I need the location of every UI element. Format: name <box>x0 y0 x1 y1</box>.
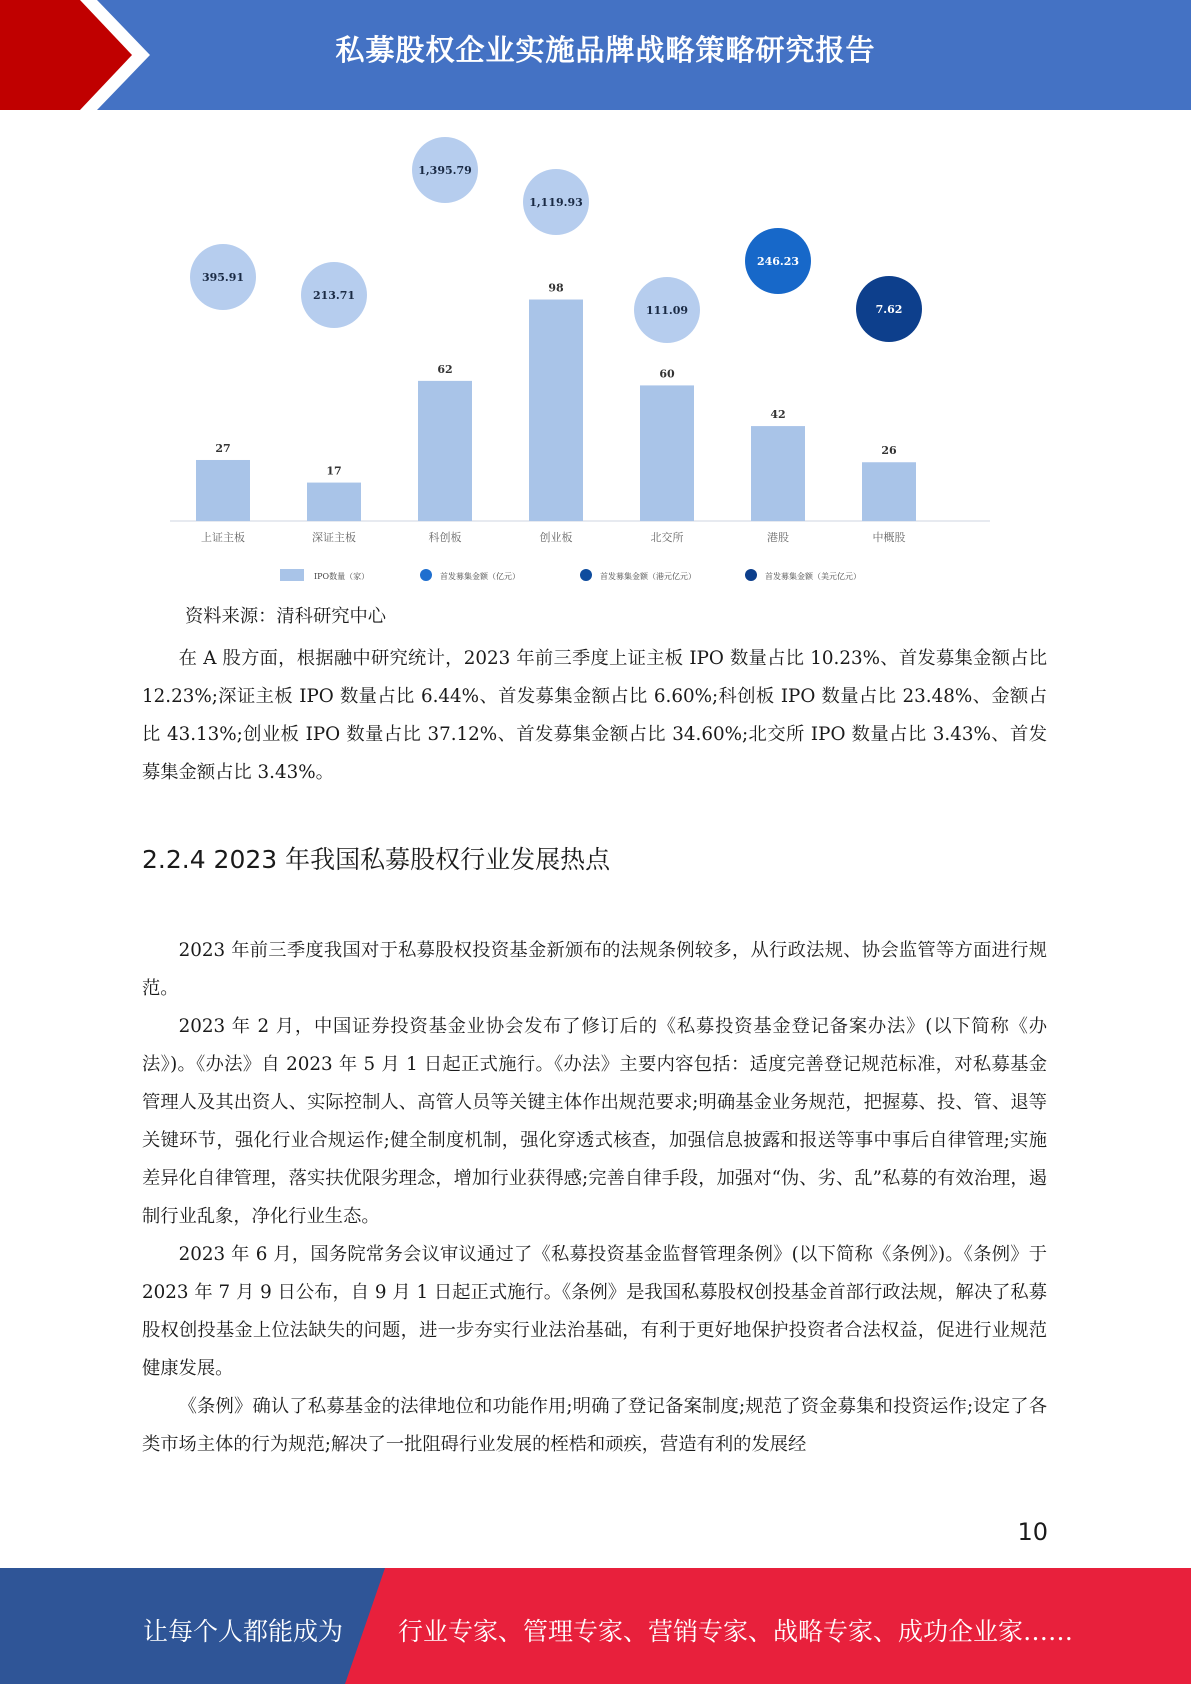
legend-swatch-bar <box>280 569 304 581</box>
x-tick-label: 创业板 <box>539 531 573 544</box>
legend-swatch-usd <box>745 569 757 581</box>
footer-slogan-right: 行业专家、管理专家、营销专家、战略专家、成功企业家…… <box>398 1617 1074 1646</box>
report-title: 私募股权企业实施品牌战略策略研究报告 <box>335 33 876 67</box>
section-heading: 2.2.4 2023 年我国私募股权行业发展热点 <box>142 845 611 874</box>
chart-bar <box>529 300 583 521</box>
page-number: 10 <box>1017 1518 1048 1546</box>
chart-bar <box>640 385 694 521</box>
bubble-value-label: 1,395.79 <box>418 164 472 177</box>
x-tick-label: 北交所 <box>650 531 684 544</box>
page-footer <box>0 1568 1191 1684</box>
legend-swatch-hkd <box>580 569 592 581</box>
bar-value-label: 42 <box>770 408 786 422</box>
legend-label: IPO数量（家） <box>314 572 370 581</box>
page-header <box>0 0 1191 110</box>
legend-label: 首发募集金额（美元亿元） <box>765 572 861 581</box>
bubble-value-label: 395.91 <box>201 271 245 284</box>
paragraph-text: 在 A 股方面，根据融中研究统计，2023 年前三季度上证主板 IPO 数量占比 10.23%、首发募集金额占比 12.23%;深证主板 IPO 数量占比 6.44%、首发募集金额占比 6.60%;科创板 IPO 数量占比 23.48%、金额占比 43.13%;创业板 IPO 数量占比 37.12%、首发募集金额占比 34.60%;北交所 IPO 数量占比 3.43%、首发募集金额占比 3.43%。 <box>142 648 1047 783</box>
paragraph-a-share <box>142 640 1047 792</box>
bubble-value-label: 7.62 <box>875 303 903 316</box>
chart-bar <box>307 483 361 521</box>
chart-bar <box>862 462 916 521</box>
bar-value-label: 60 <box>659 367 675 381</box>
footer-slogan-left: 让每个人都能成为 <box>143 1617 344 1646</box>
x-tick-label: 上证主板 <box>201 531 245 544</box>
bubble-value-label: 111.09 <box>645 304 689 317</box>
bar-value-label: 27 <box>215 441 231 455</box>
x-tick-label: 深证主板 <box>312 531 356 544</box>
bar-value-label: 98 <box>548 281 564 295</box>
x-tick-label: 中概股 <box>872 531 906 544</box>
bubble-value-label: 1,119.93 <box>529 196 583 209</box>
section-body <box>142 932 1047 1464</box>
bubble-value-label: 213.71 <box>312 289 356 302</box>
chart-bar <box>196 460 250 521</box>
chart-bar <box>751 426 805 521</box>
paragraph-overview: 2023 年前三季度我国对于私募股权投资基金新颁布的法规条例较多，从行政法规、协会监管等方面进行规范。 <box>142 940 1047 999</box>
bar-value-label: 62 <box>437 362 453 376</box>
legend-label: 首发募集金额（港元亿元） <box>600 572 696 581</box>
paragraph-regulation-content: 《条例》确认了私募基金的法律地位和功能作用;明确了登记备案制度;规范了资金募集和投资运作;设定了各类市场主体的行为规范;解决了一批阻碍行业发展的桎梏和顽疾，营造有利的发展经 <box>142 1396 1047 1455</box>
legend-label: 首发募集金额（亿元） <box>440 572 520 581</box>
chart-bar <box>418 381 472 521</box>
x-tick-label: 港股 <box>767 531 789 544</box>
paragraph-measures: 2023 年 2 月，中国证券投资基金业协会发布了修订后的《私募投资基金登记备案办法》(以下简称《办法》)。《办法》自 2023 年 5 月 1 日起正式施行。《办法》主要内容包括：适度完善登记规范标准，对私募基金管理人及其出资人、实际控制人、高管人员等关键主体作出规范要求;明确基金业务规范，把握募、投、管、退等关键环节，强化行业合规运作;健全制度机制，强化穿透式核查，加强信息披露和报送等事中事后自律管理;实施差异化自律管理，落实扶优限劣理念，增加行业获得感;完善自律手段，加强对“伪、劣、乱”私募的有效治理，遏制行业乱象，净化行业生态。 <box>142 1016 1047 1227</box>
bar-value-label: 17 <box>326 464 342 478</box>
bar-value-label: 26 <box>881 444 897 458</box>
legend-swatch-cny <box>420 569 432 581</box>
ipo-chart <box>170 125 1010 595</box>
x-tick-label: 科创板 <box>428 531 462 544</box>
bubble-value-label: 246.23 <box>756 255 800 268</box>
paragraph-regulation: 2023 年 6 月，国务院常务会议审议通过了《私募投资基金监督管理条例》(以下简称《条例》)。《条例》于 2023 年 7 月 9 日公布，自 9 月 1 日起正式施行。《条例》是我国私募股权创投基金首部行政法规，解决了私募股权创投基金上位法缺失的问题，进一步夯实行业法治基础，有利于更好地保护投资者合法权益，促进行业规范健康发展。 <box>142 1244 1047 1379</box>
chart-source: 资料来源：清科研究中心 <box>185 606 387 627</box>
